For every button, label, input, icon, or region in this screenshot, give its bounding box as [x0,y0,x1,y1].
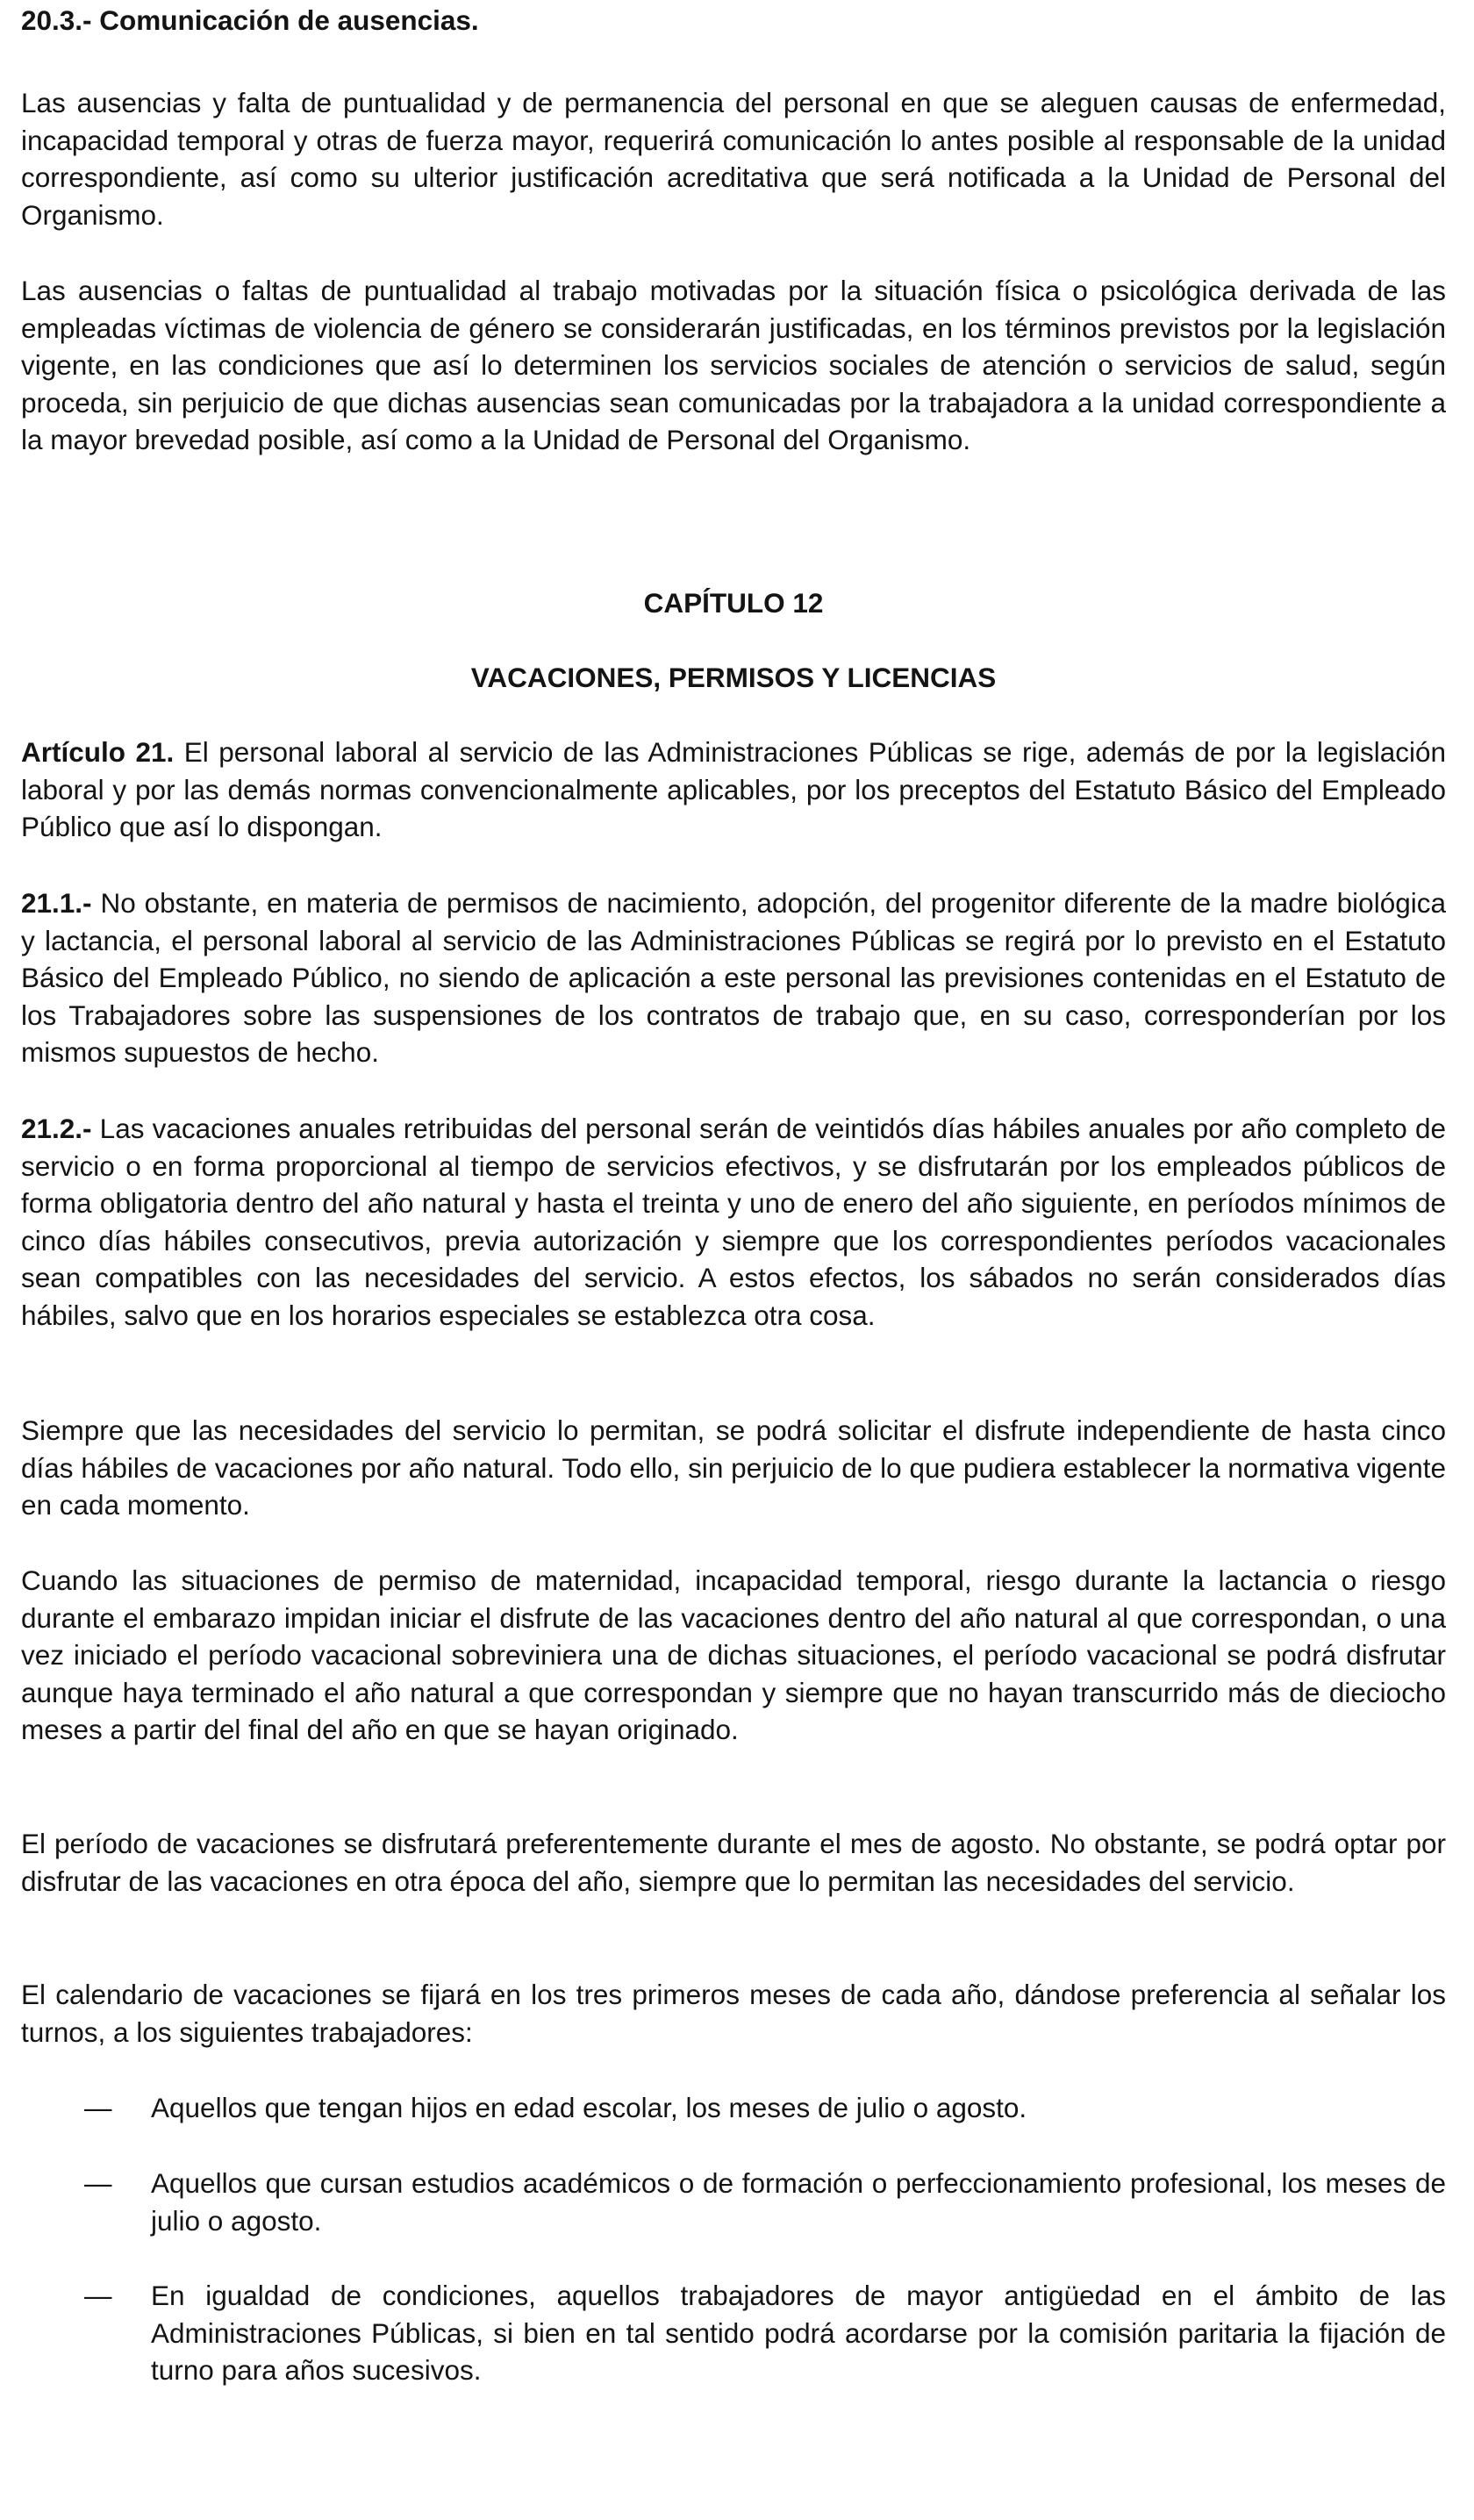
section-21-1-text: No obstante, en materia de permisos de nacimiento, adopción, del progenitor diferente de la madre biológica y lactancia, el personal laboral al servicio de las Administraciones Públicas se regirá por lo previsto en el Estatuto Básico del Empleado Público, no siendo de aplicación a este personal las previsiones contenidas en el Estatuto de los Trabajadores sobre las suspensiones de los contratos de trabajo que, en su caso, corresponderían por los mismos supuestos de hecho. [21,887,1446,1068]
section-21-2-paragraph-5: El calendario de vacaciones se fijará en los tres primeros meses de cada año, dándose preferencia al señalar los turnos, a los siguientes trabajadores: [21,1979,1446,2048]
chapter-number: CAPÍTULO 12 [643,587,824,619]
dash-bullet: — [84,2280,112,2311]
section-21-2-paragraph-3: Cuando las situaciones de permiso de maternidad, incapacidad temporal, riesgo durante la lactancia o riesgo durante el embarazo impidan iniciar el disfrute de las vacaciones dentro del año natural al que correspondan, o una vez iniciado el período vacacional sobreviniera una de dichas situaciones, el período vacacional se podrá disfrutar aunque haya terminado el año natural a que correspondan y siempre que no hayan transcurrido más de dieciocho meses a partir del final del año en que se hayan originado. [21,1564,1446,1745]
list-item-text: Aquellos que cursan estudios académicos o de formación o perfeccionamiento profesional, los meses de julio o agosto. [151,2167,1446,2237]
section-21-2-paragraph-2: Siempre que las necesidades del servicio lo permitan, se podrá solicitar el disfrute independiente de hasta cinco días hábiles de vacaciones por año natural. Todo ello, sin perjuicio de lo que pudiera establecer la normativa vigente en cada momento. [21,1414,1446,1521]
section-21-2-lead: 21.2.- [21,1113,92,1144]
list-item-text: Aquellos que tengan hijos en edad escolar, los meses de julio o agosto. [151,2092,1027,2123]
section-21-2-paragraph-4: El período de vacaciones se disfrutará preferentemente durante el mes de agosto. No obstante, se podrá optar por disfrutar de las vacaciones en otra época del año, siempre que lo permitan las necesidades del servicio. [21,1828,1446,1897]
article-21-paragraph [21,734,1446,846]
list-item-text: En igualdad de condiciones, aquellos trabajadores de mayor antigüedad en el ámbito de las Administraciones Públicas, si bien en tal sentido podrá acordarse por la comisión paritaria la fijación de turno para años sucesivos. [151,2280,1446,2386]
section-21-1-lead: 21.1.- [21,887,92,919]
article-21-text: El personal laboral al servicio de las Administraciones Públicas se rige, además de por la legislación laboral y por las demás normas convencionalmente aplicables, por los preceptos del Estatuto Básico del Empleado Público que así lo dispongan. [21,736,1446,842]
section-21-2-text: Las vacaciones anuales retribuidas del personal serán de veintidós días hábiles anuales por año completo de servicio o en forma proporcional al tiempo de servicios efectivos, y se disfrutarán por los empleados públicos de forma obligatoria dentro del año natural y hasta el treinta y uno de enero del año siguiente, en períodos mínimos de cinco días hábiles consecutivos, previa autorización y siempre que los correspondientes períodos vacacionales sean compatibles con las necesidades del servicio. A estos efectos, los sábados no serán considerados días hábiles, salvo que en los horarios especiales se establezca otra cosa. [21,1113,1446,1331]
dash-bullet: — [84,2167,112,2199]
section-20-3-paragraph-1: Las ausencias y falta de puntualidad y de permanencia del personal en que se aleguen causas de enfermedad, incapacidad temporal y otras de fuerza mayor, requerirá comunicación lo antes posible al responsable de la unidad correspondiente, así como su ulterior justificación acreditativa que será notificada a la Unidad de Personal del Organismo. [21,87,1446,231]
article-21-lead: Artículo 21. [21,736,175,768]
section-20-3-paragraph-2: Las ausencias o faltas de puntualidad al trabajo motivadas por la situación física o psicológica derivada de las empleadas víctimas de violencia de género se considerarán justificadas, en los términos previstos por la legislación vigente, en las condiciones que así lo determinen los servicios sociales de atención o servicios de salud, según proceda, sin perjuicio de que dichas ausencias sean comunicadas por la trabajadora a la unidad correspondiente a la mayor brevedad posible, así como a la Unidad de Personal del Organismo. [21,275,1446,455]
section-21-1-paragraph [21,884,1446,1071]
section-21-2-paragraph-1 [21,1110,1446,1334]
section-20-3-title: 20.3.- Comunicación de ausencias. [21,4,479,36]
dash-bullet: — [84,2092,112,2123]
chapter-title: VACACIONES, PERMISOS Y LICENCIAS [470,662,997,693]
